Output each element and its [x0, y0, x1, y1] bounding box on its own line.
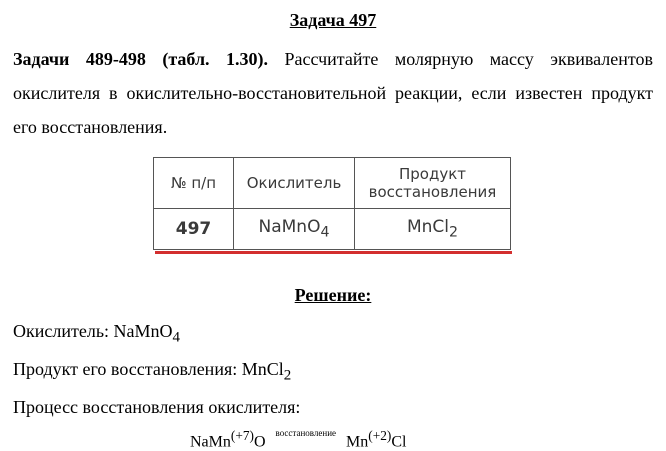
header-number: № п/п: [154, 158, 234, 209]
row-oxidant-base: NaMnO: [258, 217, 321, 238]
task-statement: [13, 42, 653, 144]
table-row: [154, 209, 511, 250]
oxidant-label: Окислитель:: [13, 321, 110, 341]
row-oxidant-sub: 4: [320, 224, 330, 241]
oxidant-formula-base: NaMnO: [113, 321, 173, 341]
conditions-table-wrapper: [153, 157, 511, 250]
header-product-text: Продукт восстановления: [368, 165, 497, 201]
oxidant-line: [13, 321, 180, 347]
eq-left-tail: O: [253, 433, 266, 451]
row-product-base: MnCl: [406, 217, 450, 238]
red-underline: [155, 251, 512, 254]
row-product: [355, 209, 511, 250]
eq-right-base: Mn: [346, 433, 369, 451]
row-number: 497: [154, 209, 234, 250]
eq-right-tail: Cl: [391, 433, 407, 451]
header-product: [355, 158, 511, 209]
task-heading: Задача 497: [289, 10, 377, 30]
eq-left-sup: (+7): [230, 428, 254, 443]
header-oxidant: Окислитель: [234, 158, 355, 209]
solution-heading: Решение:: [294, 285, 372, 305]
conditions-table: [153, 157, 511, 250]
row-product-sub: 2: [449, 224, 459, 241]
eq-arrow-label: восстановление: [275, 428, 337, 439]
task-reference: Задачи 489-498 (табл. 1.30).: [13, 49, 269, 69]
product-label: Продукт его восстановления:: [13, 359, 238, 379]
product-line: [13, 359, 291, 385]
table-header-row: [154, 158, 511, 209]
row-oxidant: [234, 209, 355, 250]
oxidant-formula-sub: 4: [172, 329, 181, 346]
reduction-equation: [190, 428, 406, 451]
eq-right-sup: (+2): [368, 428, 392, 443]
product-formula-sub: 2: [283, 367, 292, 384]
process-line: [13, 397, 300, 418]
eq-left-base: NaMn: [190, 433, 231, 451]
process-label: Процесс восстановления окислителя:: [13, 397, 301, 417]
task-text: Рассчитайте молярную массу эквивалентов окислителя в окислительно-восстановительной реакции, если известен продукт его восстановления.: [13, 49, 653, 137]
product-formula-base: MnCl: [241, 359, 284, 379]
